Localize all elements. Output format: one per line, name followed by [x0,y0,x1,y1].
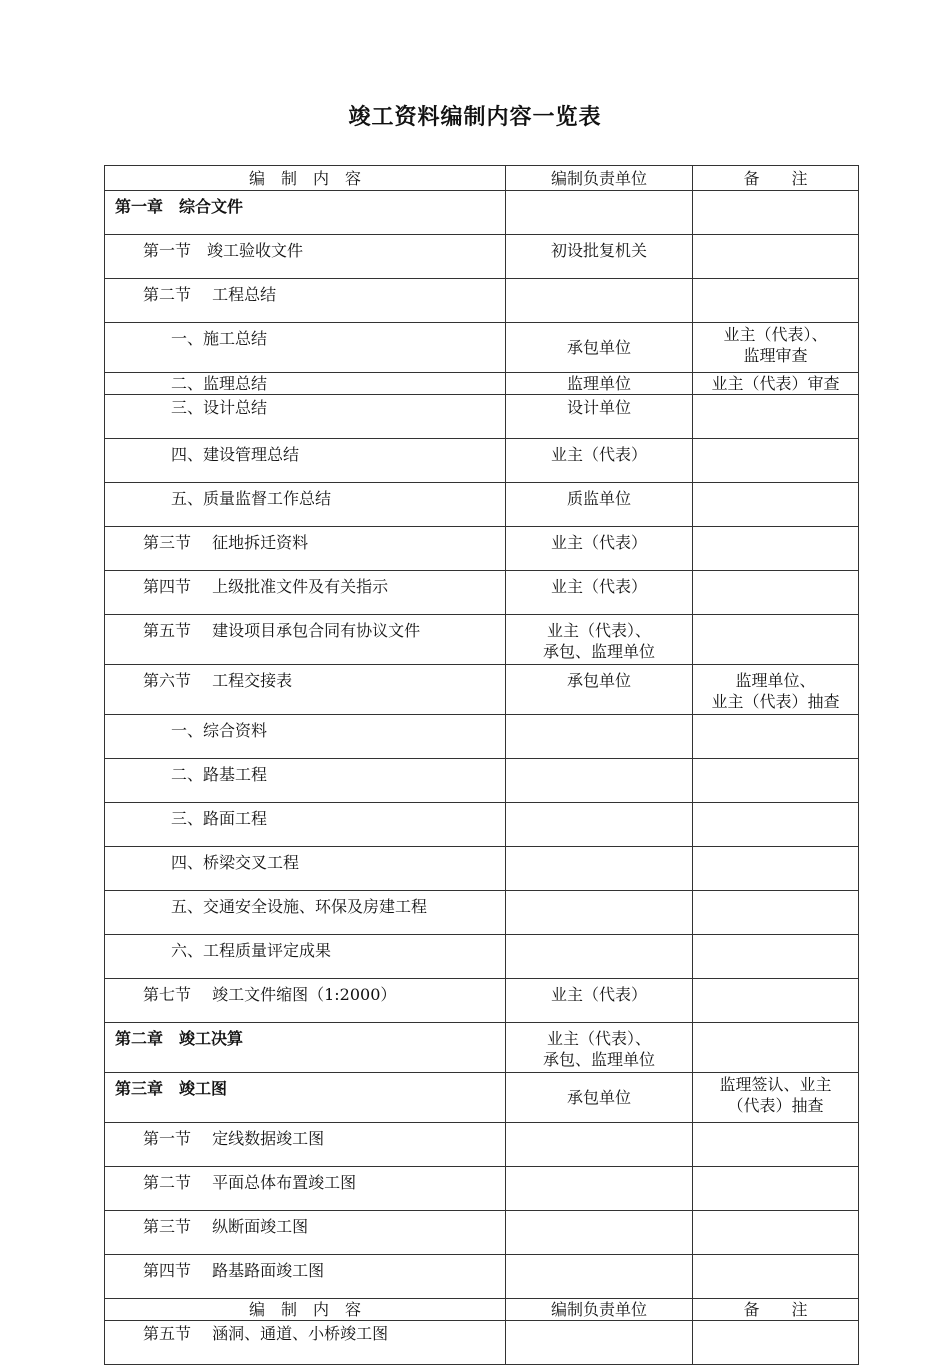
row-text: 二、监理总结 [105,373,506,395]
table-row [105,891,859,935]
row-unit [506,759,693,803]
row-note [693,1123,859,1167]
row-text: 第一节 定线数据竣工图 [105,1123,506,1167]
table-row [105,1167,859,1211]
row-note: 业主（代表）审查 [693,373,859,395]
table-row [105,1123,859,1167]
row-unit [506,935,693,979]
row-note [693,395,859,439]
row-note [693,1023,859,1073]
row-unit: 质监单位 [506,483,693,527]
row-text: 第三节 征地拆迁资料 [105,527,506,571]
row-unit: 业主（代表） [506,439,693,483]
table-row [105,615,859,665]
table-row [105,1023,859,1073]
row-note [693,615,859,665]
row-text: 第一章 综合文件 [105,191,506,235]
row-text: 三、路面工程 [105,803,506,847]
row-note [693,571,859,615]
row-text: 二、路基工程 [105,759,506,803]
row-unit [506,1167,693,1211]
row-text: 三、设计总结 [105,395,506,439]
row-unit: 承包单位 [506,665,693,715]
row-text: 一、施工总结 [105,323,506,373]
header-note: 备 注 [693,1299,859,1321]
row-text: 六、工程质量评定成果 [105,935,506,979]
unit-line: 业主（代表）、 [546,1029,651,1048]
table-row [105,1211,859,1255]
row-unit [506,715,693,759]
table-row [105,439,859,483]
row-text: 一、综合资料 [105,715,506,759]
row-unit [506,1211,693,1255]
row-unit [506,891,693,935]
row-note [693,1255,859,1299]
row-note [693,1167,859,1211]
note-line: 业主（代表）、 [723,325,828,344]
table-row [105,1255,859,1299]
row-unit [506,1123,693,1167]
row-note [693,1211,859,1255]
row-text: 五、交通安全设施、环保及房建工程 [105,891,506,935]
table-row [105,803,859,847]
row-unit [506,803,693,847]
table-row [105,1073,859,1123]
row-text: 第一节 竣工验收文件 [105,235,506,279]
row-note [693,979,859,1023]
row-note [693,527,859,571]
row-text: 第三节 纵断面竣工图 [105,1211,506,1255]
row-note [693,191,859,235]
note-line: 监理单位、 [735,671,816,690]
row-text: 第六节 工程交接表 [105,665,506,715]
unit-line: 承包、监理单位 [542,642,655,661]
row-text: 第三章 竣工图 [105,1073,506,1123]
row-note [693,715,859,759]
row-note [693,1321,859,1365]
unit-line: 业主（代表）、 [546,621,651,640]
table-header-row [105,166,859,191]
row-text: 第二节 工程总结 [105,279,506,323]
table-row [105,373,859,395]
row-unit [506,1321,693,1365]
document-title: 竣工资料编制内容一览表 [348,104,602,130]
row-text: 第五节 建设项目承包合同有协议文件 [105,615,506,665]
unit-line: 承包、监理单位 [542,1050,655,1069]
row-unit [506,279,693,323]
row-note [693,483,859,527]
row-text: 第四节 上级批准文件及有关指示 [105,571,506,615]
row-text: 四、桥梁交叉工程 [105,847,506,891]
table-row [105,235,859,279]
row-note [693,279,859,323]
row-text: 五、质量监督工作总结 [105,483,506,527]
row-text: 第二章 竣工决算 [105,1023,506,1073]
row-unit: 承包单位 [506,323,693,373]
content-table [104,165,859,1365]
row-unit [506,1023,693,1073]
header-content: 编 制 内 容 [105,166,506,191]
table-row [105,395,859,439]
header-content: 编 制 内 容 [105,1299,506,1321]
row-text: 第五节 涵洞、通道、小桥竣工图 [105,1321,506,1365]
row-note [693,891,859,935]
header-unit: 编制负责单位 [506,1299,693,1321]
table-row [105,1321,859,1365]
row-unit: 设计单位 [506,395,693,439]
row-unit: 初设批复机关 [506,235,693,279]
row-note [693,665,859,715]
note-line: 监理审查 [743,346,808,365]
header-note: 备 注 [693,166,859,191]
row-text: 第七节 竣工文件缩图（1:2000） [105,979,506,1023]
note-line: （代表）抽查 [727,1096,824,1115]
table-row [105,279,859,323]
row-note [693,323,859,373]
row-note [693,759,859,803]
row-note [693,439,859,483]
row-text: 第二节 平面总体布置竣工图 [105,1167,506,1211]
row-unit: 业主（代表） [506,527,693,571]
table-row [105,759,859,803]
table-header-row-repeat [105,1299,859,1321]
row-unit: 业主（代表） [506,571,693,615]
row-unit [506,1255,693,1299]
table-row [105,191,859,235]
table-row [105,571,859,615]
table-row [105,715,859,759]
table-row [105,483,859,527]
header-unit: 编制负责单位 [506,166,693,191]
row-note [693,847,859,891]
table-row [105,527,859,571]
row-unit: 承包单位 [506,1073,693,1123]
row-unit: 业主（代表） [506,979,693,1023]
row-note [693,803,859,847]
row-note [693,1073,859,1123]
note-line: 监理签认、业主 [719,1075,832,1094]
row-text: 四、建设管理总结 [105,439,506,483]
table-row [105,665,859,715]
row-note [693,235,859,279]
table-row [105,979,859,1023]
note-line: 业主（代表）抽查 [711,692,840,711]
row-unit [506,615,693,665]
row-note [693,935,859,979]
row-unit [506,191,693,235]
row-unit: 监理单位 [506,373,693,395]
row-text: 第四节 路基路面竣工图 [105,1255,506,1299]
table-row [105,847,859,891]
row-unit [506,847,693,891]
table-row [105,323,859,373]
table-row [105,935,859,979]
